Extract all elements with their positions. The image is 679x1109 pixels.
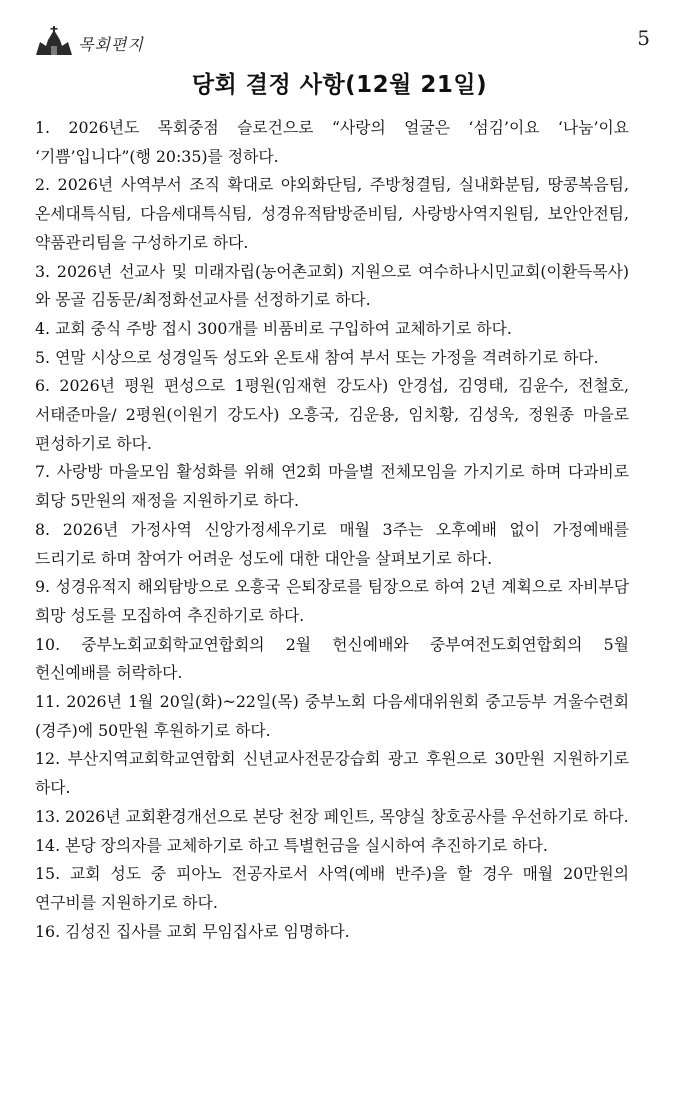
decision-item: 15. 교회 성도 중 피아노 전공자로서 사역(예배 반주)을 할 경우 매월 20만원의 연구비를 지원하기로 하다. (35, 864, 629, 912)
decision-item: 11. 2026년 1월 20일(화)~22일(목) 중부노회 다음세대위원회 중고등부 겨울수련회(경주)에 50만원 후원하기로 하다. (35, 692, 629, 740)
decision-item: 8. 2026년 가정사역 신앙가정세우기로 매월 3주는 오후예배 없이 가정예배를 드리기로 하며 참여가 어려운 성도에 대한 대안을 살펴보기로 하다. (35, 519, 629, 568)
decision-item: 5. 연말 시상으로 성경일독 성도와 온토새 참여 부서 또는 가정을 격려하기로 하다. (35, 347, 599, 367)
decision-item: 6. 2026년 평원 편성으로 1평원(임재현 강도사) 안경섭, 김영태, 김윤수, 전철호, 서태준마을/ 2평원(이원기 강도사) 오흥국, 김운용, 임치황, 김성욱, 정원종 마을로 편성하기로 하다. (35, 376, 629, 453)
decision-list (35, 114, 629, 946)
newsletter-brand: 목회편지 (78, 35, 144, 54)
decision-item: 7. 사랑방 마을모임 활성화를 위해 연2회 마을별 전체모임을 가지기로 하며 다과비로 회당 5만원의 재정을 지원하기로 하다. (35, 462, 629, 511)
church-logo-icon (34, 26, 74, 56)
decision-item: 1. 2026년도 목회중점 슬로건으로 “사랑의 얼굴은 ‘섬김’이요 ‘나눔’이요 ‘기쁨’입니다”(행 20:35)를 정하다. (35, 118, 629, 166)
decision-item: 2. 2026년 사역부서 조직 확대로 야외화단팀, 주방청결팀, 실내화분팀, 땅콩복음팀, 온세대특식팀, 다음세대특식팀, 성경유적탐방준비팀, 사랑방사역지원팀, 보안안전팀, 약품관리팀을 구성하기로 하다. (35, 175, 629, 252)
decision-item: 16. 김성진 집사를 교회 무임집사로 임명하다. (35, 921, 350, 941)
page-title: 당회 결정 사항(12월 21일) (191, 72, 488, 98)
decision-item: 9. 성경유적지 해외탐방으로 오흥국 은퇴장로를 팀장으로 하여 2년 계획으로 자비부담 희망 성도를 모집하여 추진하기로 하다. (35, 577, 629, 625)
decision-item: 14. 본당 장의자를 교체하기로 하고 특별헌금을 실시하여 추진하기로 하다. (35, 835, 548, 855)
decision-item: 12. 부산지역교회학교연합회 신년교사전문강습회 광고 후원으로 30만원 지원하기로 하다. (35, 749, 629, 798)
decision-item: 3. 2026년 선교사 및 미래자립(농어촌교회) 지원으로 여수하나시민교회(이환득목사)와 몽골 김동문/최정화선교사를 선정하기로 하다. (35, 261, 629, 310)
decision-item: 4. 교회 중식 주방 접시 300개를 비품비로 구입하여 교체하기로 하다. (35, 318, 512, 338)
page-header (34, 24, 654, 60)
page-number: 5 (637, 26, 650, 50)
decision-item: 13. 2026년 교회환경개선으로 본당 천장 페인트, 목양실 창호공사를 우선하기로 하다. (35, 806, 629, 826)
decision-item: 10. 중부노회교회학교연합회의 2월 헌신예배와 중부여전도회연합회의 5월 헌신예배를 허락하다. (35, 634, 629, 683)
